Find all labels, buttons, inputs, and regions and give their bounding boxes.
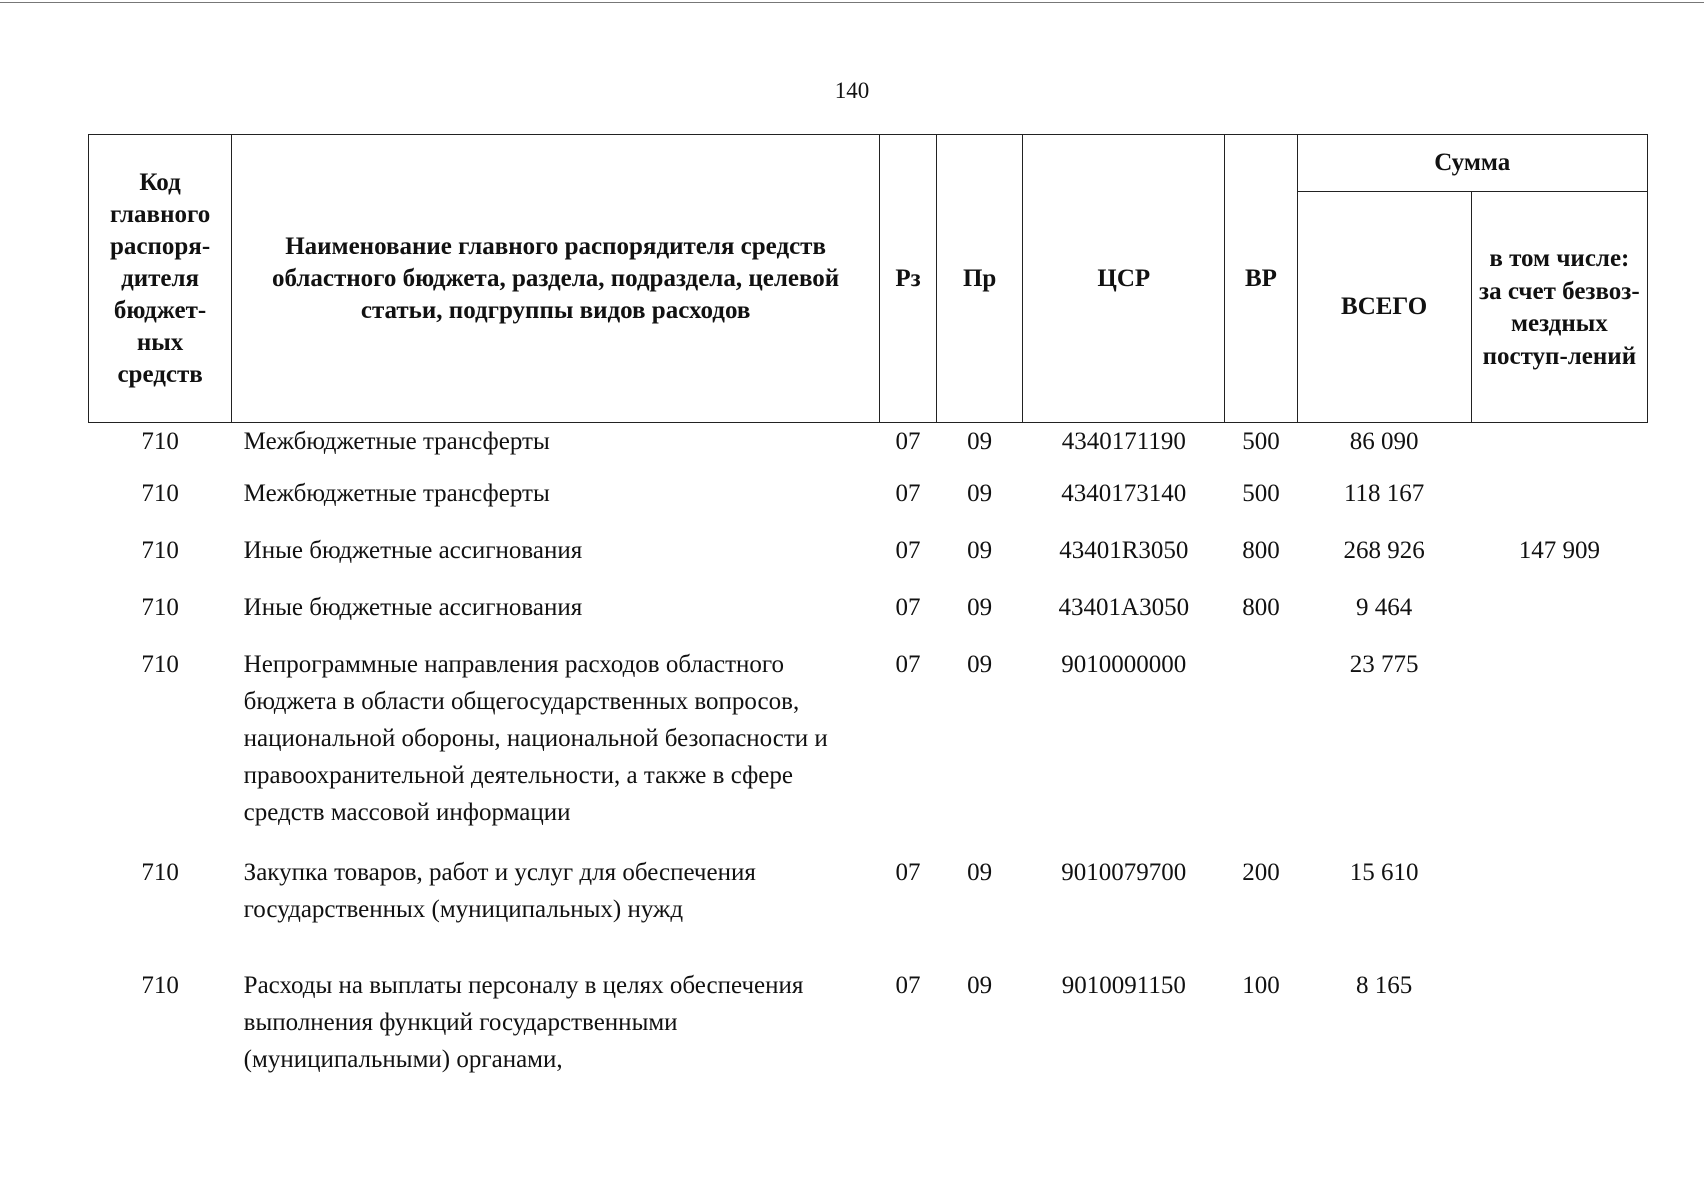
cell-csr: 9010079700 xyxy=(1061,859,1187,886)
cell-rz: 07 xyxy=(895,428,921,455)
cell-code: 710 xyxy=(141,480,179,507)
cell-pr: 09 xyxy=(967,651,993,678)
cell-including xyxy=(1471,589,1647,646)
cell-rz: 07 xyxy=(895,594,921,621)
cell-code: 710 xyxy=(141,428,179,455)
table-row xyxy=(89,532,1648,589)
cell-rz: 07 xyxy=(895,480,921,507)
cell-rz: 07 xyxy=(895,972,921,999)
table-row xyxy=(89,967,1648,1087)
cell-total: 15 610 xyxy=(1349,859,1419,886)
header-pr: Пр xyxy=(937,135,1023,423)
cell-csr: 4340173140 xyxy=(1061,480,1187,507)
header-name: Наименование главного распорядителя средств областного бюджета, раздела, подраздела, целевой статьи, подгруппы видов расходов xyxy=(232,135,880,423)
cell-name: Непрограммные направления расходов областного бюджета в области общегосударственных вопросов, национальной обороны, национальной безопасности и правоохранительной деятельности, а также в сфере средств массовой информации xyxy=(243,651,828,826)
cell-rz: 07 xyxy=(895,651,921,678)
cell-code: 710 xyxy=(141,972,179,999)
cell-vr: 500 xyxy=(1242,428,1280,455)
top-rule xyxy=(0,2,1704,3)
cell-name: Межбюджетные трансферты xyxy=(243,428,550,455)
cell-code: 710 xyxy=(141,651,179,678)
cell-pr: 09 xyxy=(967,537,993,564)
cell-total: 118 167 xyxy=(1343,480,1425,507)
cell-vr: 100 xyxy=(1242,972,1280,999)
header-rz: Рз xyxy=(880,135,937,423)
cell-vr xyxy=(1225,646,1297,854)
cell-vr: 500 xyxy=(1242,480,1280,507)
cell-csr: 9010091150 xyxy=(1061,972,1186,999)
cell-pr: 09 xyxy=(967,972,993,999)
cell-code: 710 xyxy=(141,537,179,564)
cell-pr: 09 xyxy=(967,480,993,507)
cell-total: 86 090 xyxy=(1349,428,1419,455)
table-row xyxy=(89,854,1648,967)
cell-including xyxy=(1471,854,1647,967)
cell-code: 710 xyxy=(141,594,179,621)
cell-vr: 800 xyxy=(1242,537,1280,564)
cell-total: 9 464 xyxy=(1355,594,1413,621)
table-row xyxy=(89,589,1648,646)
page-number: 140 xyxy=(834,78,870,103)
table-row xyxy=(89,423,1648,476)
cell-total: 8 165 xyxy=(1355,972,1413,999)
cell-csr: 43401R3050 xyxy=(1059,537,1189,564)
cell-total: 23 775 xyxy=(1349,651,1419,678)
header-including: в том числе: за счет безвоз-мездных поступ-лений xyxy=(1471,192,1647,423)
table-row xyxy=(89,646,1648,854)
cell-vr: 200 xyxy=(1242,859,1280,886)
table-row xyxy=(89,475,1648,532)
cell-vr: 800 xyxy=(1242,594,1280,621)
cell-csr: 9010000000 xyxy=(1061,651,1187,678)
cell-name: Иные бюджетные ассигнования xyxy=(243,537,583,564)
cell-name: Закупка товаров, работ и услуг для обеспечения государственных (муниципальных) нужд xyxy=(243,859,756,923)
cell-including: 147 909 xyxy=(1518,537,1600,564)
cell-including xyxy=(1471,423,1647,476)
cell-code: 710 xyxy=(141,859,179,886)
cell-rz: 07 xyxy=(895,537,921,564)
cell-pr: 09 xyxy=(967,428,993,455)
header-sum: Сумма xyxy=(1297,135,1648,192)
cell-name: Иные бюджетные ассигнования xyxy=(243,594,583,621)
header-total: ВСЕГО xyxy=(1297,192,1471,423)
cell-pr: 09 xyxy=(967,859,993,886)
header-code: Код главного распоря-дителя бюджет-ных средств xyxy=(89,135,232,423)
cell-name: Расходы на выплаты персоналу в целях обеспечения выполнения функций государственными (муниципальными) органами, xyxy=(243,972,804,1073)
cell-including xyxy=(1471,646,1647,854)
table-header xyxy=(89,135,1648,423)
cell-csr: 43401A3050 xyxy=(1058,594,1190,621)
cell-rz: 07 xyxy=(895,859,921,886)
cell-pr: 09 xyxy=(967,594,993,621)
budget-table xyxy=(88,134,1648,1087)
cell-including xyxy=(1471,967,1647,1087)
header-csr: ЦСР xyxy=(1023,135,1225,423)
cell-total: 268 926 xyxy=(1343,537,1425,564)
cell-csr: 4340171190 xyxy=(1061,428,1186,455)
header-vr: ВР xyxy=(1225,135,1297,423)
cell-name: Межбюджетные трансферты xyxy=(243,480,550,507)
table-body xyxy=(89,423,1648,1088)
cell-including xyxy=(1471,475,1647,532)
